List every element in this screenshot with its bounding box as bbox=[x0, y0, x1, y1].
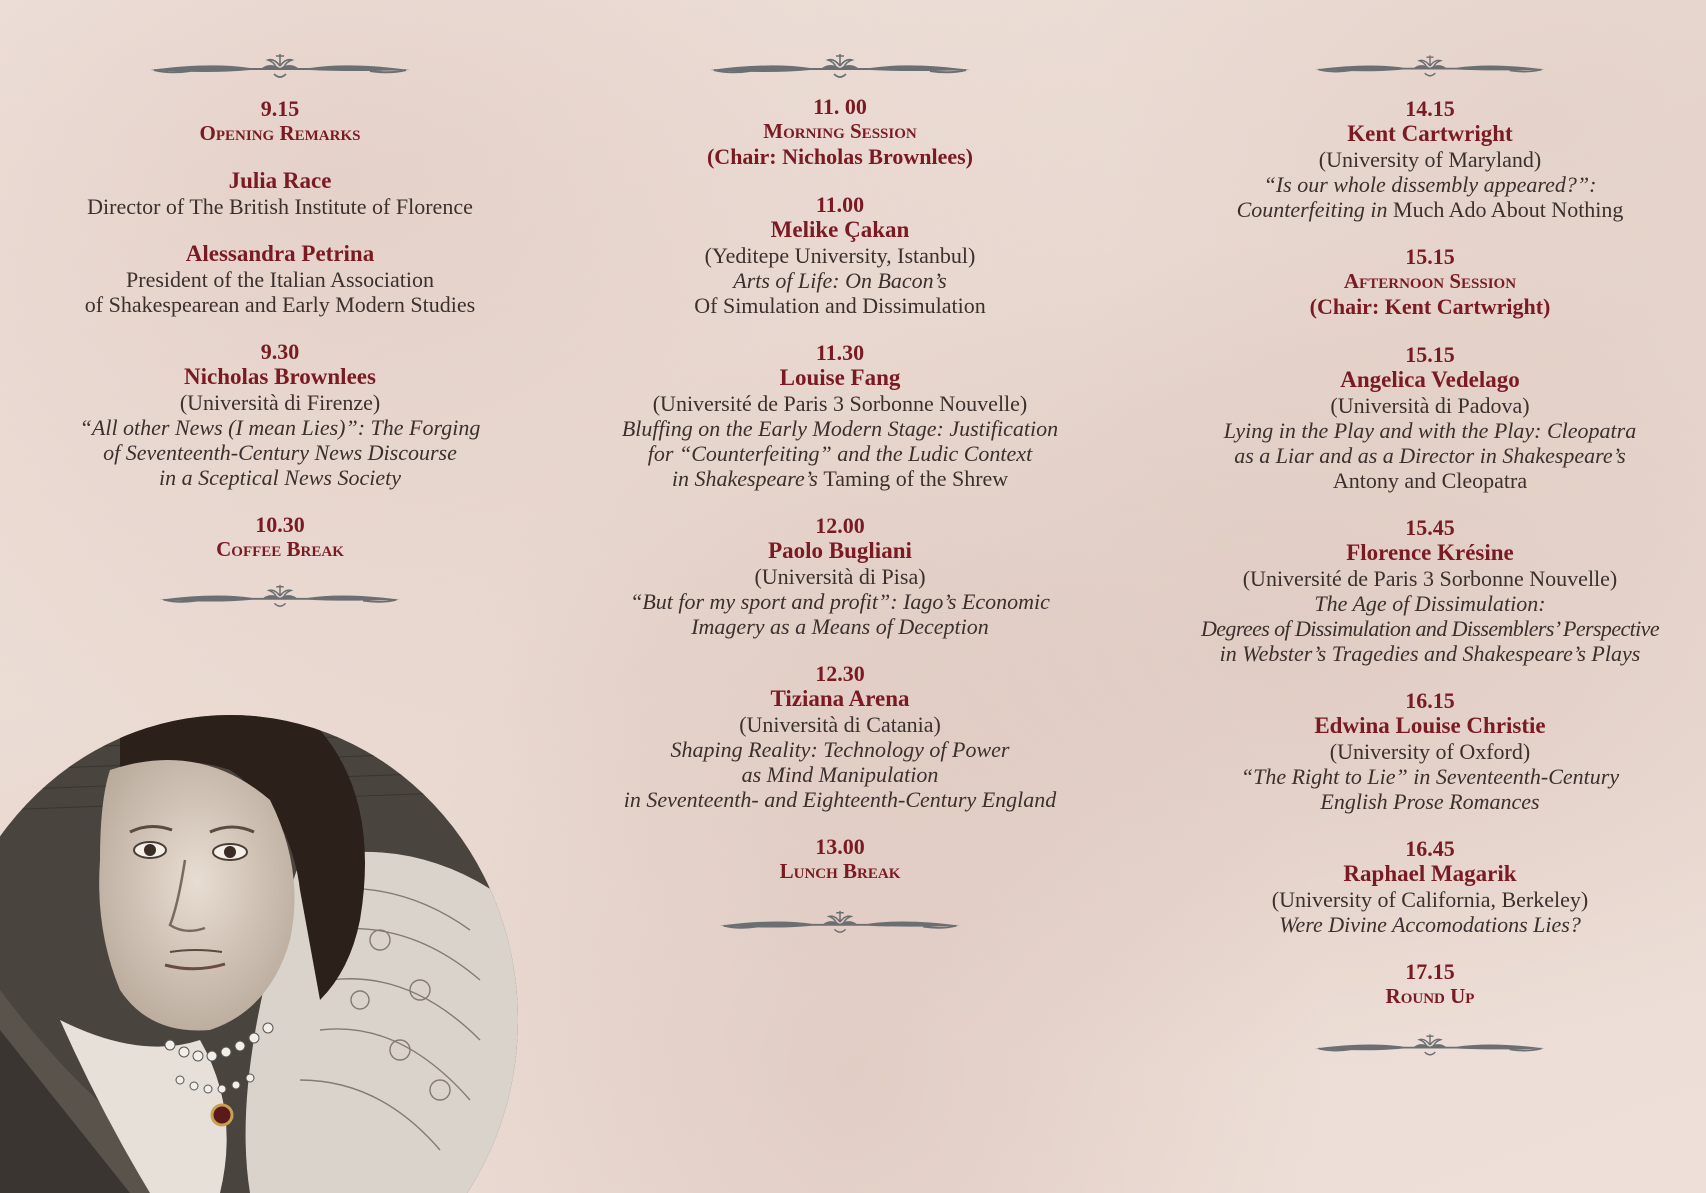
affiliation: (Università di Pisa) bbox=[754, 564, 926, 589]
affiliation: (Université de Paris 3 Sorbonne Nouvelle) bbox=[652, 391, 1028, 416]
time: 14.15 bbox=[1405, 96, 1455, 121]
round-up bbox=[1180, 959, 1680, 1009]
speaker-name: Raphael Magarik bbox=[1343, 861, 1517, 886]
time: 11.30 bbox=[815, 340, 865, 365]
session-label: Morning Session bbox=[763, 119, 917, 143]
talk-title: “The Right to Lie” in Seventeenth-Century bbox=[1240, 764, 1620, 789]
talk-magarik bbox=[1180, 836, 1680, 937]
talk-title: Shaping Reality: Technology of Power bbox=[670, 737, 1010, 762]
talk-cartwright bbox=[1180, 96, 1680, 222]
talk-title bbox=[590, 466, 1090, 491]
time: 16.15 bbox=[1405, 688, 1455, 713]
speaker-name: Edwina Louise Christie bbox=[1314, 713, 1546, 738]
speaker-role: of Shakespearean and Early Modern Studies bbox=[84, 292, 476, 317]
column-morning-session bbox=[590, 0, 1090, 938]
talk-title: as a Liar and as a Director in Shakespeare’s bbox=[1234, 443, 1626, 468]
scroll-divider-icon bbox=[720, 906, 960, 938]
talk-title: Arts of Life: On Bacon’s bbox=[733, 268, 947, 293]
morning-session-header bbox=[590, 94, 1090, 170]
speaker-name: Alessandra Petrina bbox=[185, 241, 375, 266]
session-label: Round Up bbox=[1385, 984, 1475, 1008]
time: 15.45 bbox=[1405, 515, 1455, 540]
opening-remarks bbox=[30, 96, 530, 146]
talk-cakan bbox=[590, 192, 1090, 318]
affiliation: (Yeditepe University, Istanbul) bbox=[704, 243, 976, 268]
play-title: Antony and Cleopatra bbox=[1332, 468, 1528, 493]
talk-title: English Prose Romances bbox=[1320, 789, 1540, 814]
talk-title: Were Divine Accomodations Lies? bbox=[1279, 912, 1581, 937]
time: 13.00 bbox=[815, 834, 865, 859]
talk-title: Bluffing on the Early Modern Stage: Justification bbox=[621, 416, 1059, 441]
session-label: Coffee Break bbox=[216, 537, 344, 561]
talk-fang bbox=[590, 340, 1090, 491]
shakespeare-portrait bbox=[0, 690, 520, 1193]
column-afternoon-session bbox=[1180, 0, 1680, 1061]
lunch-break bbox=[590, 834, 1090, 884]
talk-christie bbox=[1180, 688, 1680, 814]
speaker-name: Florence Krésine bbox=[1346, 540, 1514, 565]
scroll-divider-icon bbox=[710, 50, 970, 82]
time: 12.00 bbox=[815, 513, 865, 538]
scroll-divider-icon bbox=[1315, 1029, 1545, 1061]
time: 10.30 bbox=[255, 512, 305, 537]
speaker-race bbox=[30, 168, 530, 219]
talk-title-part: Counterfeiting in bbox=[1236, 197, 1394, 222]
talk-bugliani bbox=[590, 513, 1090, 639]
talk-title: as Mind Manipulation bbox=[741, 762, 939, 787]
time: 15.15 bbox=[1405, 342, 1455, 367]
affiliation: (Université de Paris 3 Sorbonne Nouvelle) bbox=[1242, 566, 1618, 591]
talk-title: for “Counterfeiting” and the Ludic Context bbox=[647, 441, 1033, 466]
talk-title: Lying in the Play and with the Play: Cleopatra bbox=[1223, 418, 1637, 443]
affiliation: (University of Maryland) bbox=[1318, 147, 1542, 172]
talk-title: Of Simulation and Dissimulation bbox=[694, 293, 986, 318]
time: 9.15 bbox=[260, 96, 300, 121]
talk-title: Degrees of Dissimulation and Dissemblers’ Perspective bbox=[1200, 616, 1660, 641]
speaker-name: Louise Fang bbox=[779, 365, 901, 390]
play-title: Much Ado About Nothing bbox=[1393, 197, 1624, 222]
talk-title: in Webster’s Tragedies and Shakespeare’s Plays bbox=[1219, 641, 1641, 666]
talk-brownlees bbox=[30, 339, 530, 490]
scroll-divider-icon bbox=[150, 50, 410, 82]
time: 9.30 bbox=[260, 339, 300, 364]
session-chair: (Chair: Nicholas Brownlees) bbox=[706, 144, 974, 169]
speaker-petrina bbox=[30, 241, 530, 317]
play-title: Taming of the Shrew bbox=[823, 466, 1009, 491]
speaker-name: Tiziana Arena bbox=[770, 686, 910, 711]
time: 12.30 bbox=[815, 661, 865, 686]
affiliation: (Università di Padova) bbox=[1330, 393, 1530, 418]
talk-title-part: in Shakespeare’s bbox=[671, 466, 824, 491]
talk-title: The Age of Dissimulation: bbox=[1314, 591, 1546, 616]
scroll-divider-icon bbox=[160, 580, 400, 612]
coffee-break bbox=[30, 512, 530, 562]
speaker-name: Nicholas Brownlees bbox=[184, 364, 376, 389]
time: 11. 00 bbox=[813, 94, 867, 119]
scroll-divider-icon bbox=[1315, 50, 1545, 82]
speaker-name: Julia Race bbox=[228, 168, 332, 193]
talk-arena bbox=[590, 661, 1090, 812]
affiliation: (University of Oxford) bbox=[1329, 739, 1531, 764]
talk-title: “But for my sport and profit”: Iago’s Economic bbox=[630, 589, 1050, 614]
session-label: Afternoon Session bbox=[1343, 269, 1517, 293]
talk-title bbox=[1180, 197, 1680, 222]
talk-title: in a Sceptical News Society bbox=[159, 465, 401, 490]
time: 15.15 bbox=[1405, 244, 1455, 269]
talk-kresine bbox=[1180, 515, 1680, 666]
session-chair: (Chair: Kent Cartwright) bbox=[1309, 294, 1551, 319]
speaker-role: Director of The British Institute of Florence bbox=[87, 194, 473, 219]
affiliation: (Università di Firenze) bbox=[179, 390, 381, 415]
speaker-name: Melike Çakan bbox=[770, 217, 910, 242]
talk-title: “Is our whole dissembly appeared?”: bbox=[1263, 172, 1597, 197]
speaker-name: Angelica Vedelago bbox=[1340, 367, 1520, 392]
talk-title: in Seventeenth- and Eighteenth-Century England bbox=[623, 787, 1057, 812]
session-label: Lunch Break bbox=[779, 859, 901, 883]
afternoon-session-header bbox=[1180, 244, 1680, 320]
talk-title: Imagery as a Means of Deception bbox=[691, 614, 989, 639]
affiliation: (University of California, Berkeley) bbox=[1271, 887, 1589, 912]
talk-vedelago bbox=[1180, 342, 1680, 493]
speaker-name: Kent Cartwright bbox=[1347, 121, 1513, 146]
time: 16.45 bbox=[1405, 836, 1455, 861]
column-morning-opening bbox=[30, 0, 530, 612]
talk-title: “All other News (I mean Lies)”: The Forging bbox=[79, 415, 481, 440]
time: 11.00 bbox=[815, 192, 865, 217]
session-label: Opening Remarks bbox=[199, 121, 361, 145]
speaker-name: Paolo Bugliani bbox=[768, 538, 912, 563]
talk-title: of Seventeenth-Century News Discourse bbox=[103, 440, 457, 465]
time: 17.15 bbox=[1405, 959, 1455, 984]
speaker-role: President of the Italian Association bbox=[126, 267, 434, 292]
affiliation: (Università di Catania) bbox=[739, 712, 941, 737]
